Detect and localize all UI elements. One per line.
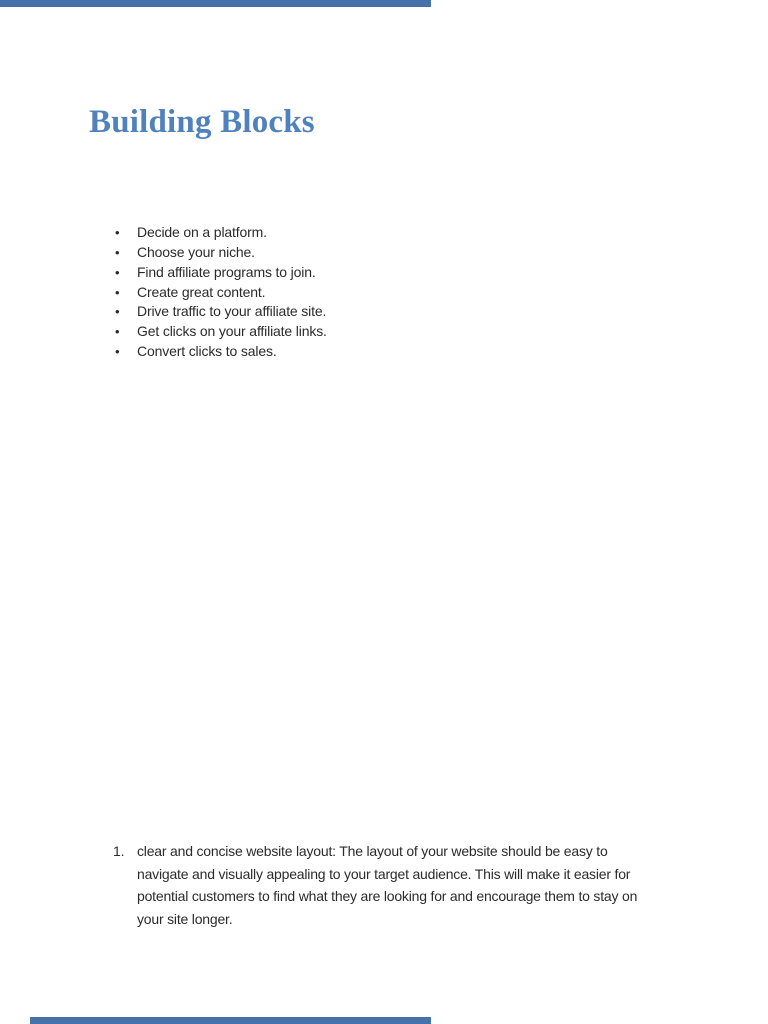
list-item	[115, 342, 327, 362]
bottom-edge-blue-bar	[30, 1017, 431, 1024]
numbered-item-paragraph	[137, 840, 637, 930]
list-number: 1.	[113, 843, 125, 859]
list-item	[115, 223, 327, 243]
list-item-text: Find affiliate programs to join.	[137, 263, 316, 280]
bullet-icon: •	[115, 264, 120, 280]
numbered-list-item	[113, 840, 637, 930]
bullet-icon: •	[115, 324, 120, 340]
bullet-icon: •	[115, 244, 120, 260]
list-item-text: Choose your niche.	[137, 243, 255, 260]
list-item-text: Create great content.	[137, 283, 266, 300]
bullet-icon: •	[115, 284, 120, 300]
list-item	[115, 263, 327, 283]
bullet-icon: •	[115, 304, 120, 320]
list-item	[115, 283, 327, 303]
list-item	[115, 302, 327, 322]
list-item	[115, 322, 327, 342]
page-title: Building Blocks	[89, 104, 315, 140]
list-item	[115, 243, 327, 263]
paragraph-line: potential customers to find what they are looking for and encourage them to stay on	[137, 888, 638, 905]
bullet-icon: •	[115, 344, 120, 360]
list-item-text: Drive traffic to your affiliate site.	[137, 303, 327, 320]
paragraph-line: your site longer.	[137, 910, 233, 927]
bullet-list	[115, 223, 327, 362]
paragraph-line: navigate and visually appealing to your target audience. This will make it easier for	[137, 865, 631, 882]
list-item-text: Decide on a platform.	[137, 224, 267, 240]
paragraph-line: clear and concise website layout: The layout of your website should be easy to	[137, 843, 608, 859]
top-edge-blue-bar	[0, 0, 431, 7]
list-item-text: Convert clicks to sales.	[137, 343, 277, 360]
bullet-icon: •	[115, 225, 120, 240]
list-item-text: Get clicks on your affiliate links.	[137, 323, 327, 340]
